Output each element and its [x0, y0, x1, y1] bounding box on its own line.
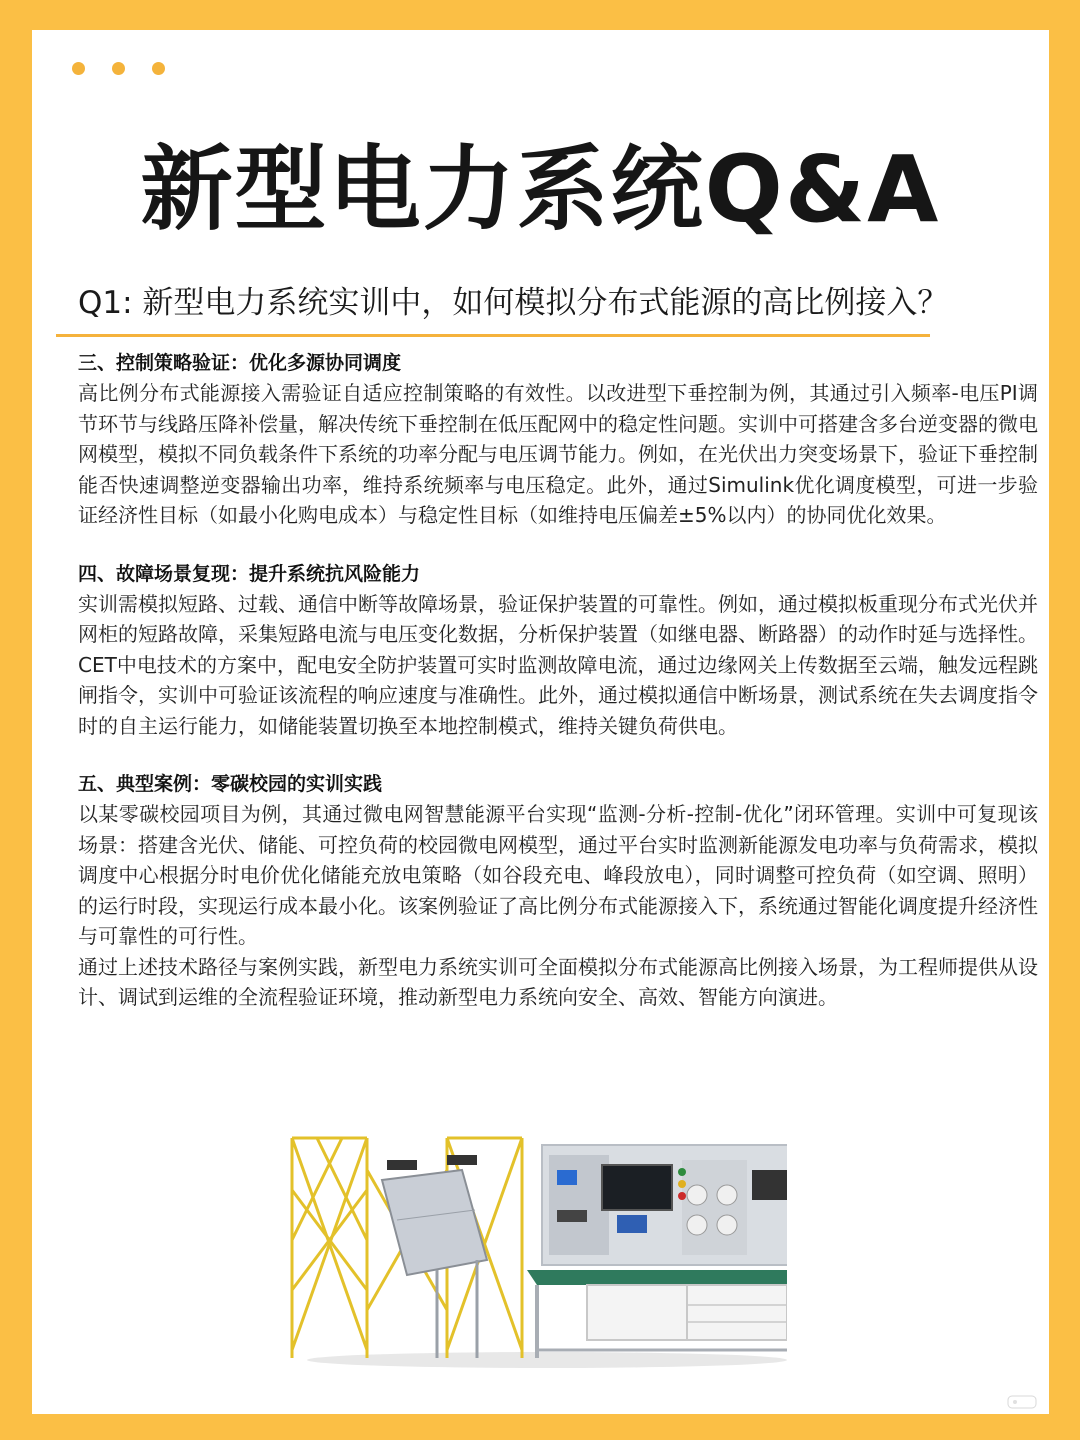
section-paragraph: 以某零碳校园项目为例，其通过微电网智慧能源平台实现“监测-分析-控制-优化”闭环管理。实训中可复现该场景：搭建含光伏、储能、可控负荷的校园微电网模型，通过平台实时监测新能源发电功率与负荷需求，模拟调度中心根据分时电价优化储能充放电策略（如谷段充电、峰段放电），同时调整可控负荷（如空调、照明）的运行时段，实现运行成本最小化。该案例验证了高比例分布式能源接入下，系统通过智能化调度提升经济性与可靠性的可行性。	[78, 802, 1038, 948]
section-paragraph: 通过上述技术路径与案例实践，新型电力系统实训可全面模拟分布式能源高比例接入场景，为工程师提供从设计、调试到运维的全流程验证环境，推动新型电力系统向安全、高效、智能方向演进。	[78, 954, 1038, 1009]
question-heading: Q1: 新型电力系统实训中，如何模拟分布式能源的高比例接入？	[78, 285, 949, 321]
section-heading: 四、故障场景复现：提升系统抗风险能力	[78, 562, 421, 585]
article-body	[78, 348, 1038, 1041]
section-paragraph: 高比例分布式能源接入需验证自适应控制策略的有效性。以改进型下垂控制为例，其通过引入频率-电压PI调节环节与线路压降补偿量，解决传统下垂控制在低压配网中的稳定性问题。实训中可搭建含多台逆变器的微电网模型，模拟不同负载条件下系统的功率分配与电压调节能力。例如，在光伏出力突变场景下，验证下垂控制能否快速调整逆变器输出功率，维持系统频率与电压稳定。此外，通过Simulink优化调度模型，可进一步验证经济性目标（如最小化购电成本）与稳定性目标（如维持电压偏差±5%以内）的协同优化效果。	[78, 381, 1038, 527]
decorative-dot-icon	[152, 62, 165, 75]
control-panel	[542, 1145, 787, 1265]
section-control-strategy	[78, 348, 1038, 531]
content-card	[32, 30, 1049, 1414]
section-fault-scenario	[78, 559, 1038, 742]
page-title: 新型电力系统Q&A	[140, 136, 941, 243]
section-paragraph: 实训需模拟短路、过载、通信中断等故障场景，验证保护装置的可靠性。例如，通过模拟板重现分布式光伏并网柜的短路故障，采集短路电流与电压变化数据，分析保护装置（如继电器、断路器）的动作时延与选择性。CET中电技术的方案中，配电安全防护装置可实时监测故障电流，通过边缘网关上传数据至云端，触发远程跳闸指令，实训中可验证该流程的响应速度与准确性。此外，通过模拟通信中断场景，测试系统在失去调度指令时的自主运行能力，如储能装置切换至本地控制模式，维持关键负荷供电。	[78, 591, 1038, 738]
question-underline	[56, 334, 930, 337]
section-heading: 三、控制策略验证：优化多源协同调度	[78, 352, 402, 374]
training-bench-illustration	[287, 1110, 787, 1370]
watermark-icon	[1007, 1394, 1037, 1410]
decorative-dot-icon	[112, 62, 125, 75]
decorative-dot-icon	[72, 62, 85, 75]
section-heading: 五、典型案例：零碳校园的实训实践	[78, 773, 383, 795]
section-case-study	[78, 769, 1038, 1013]
